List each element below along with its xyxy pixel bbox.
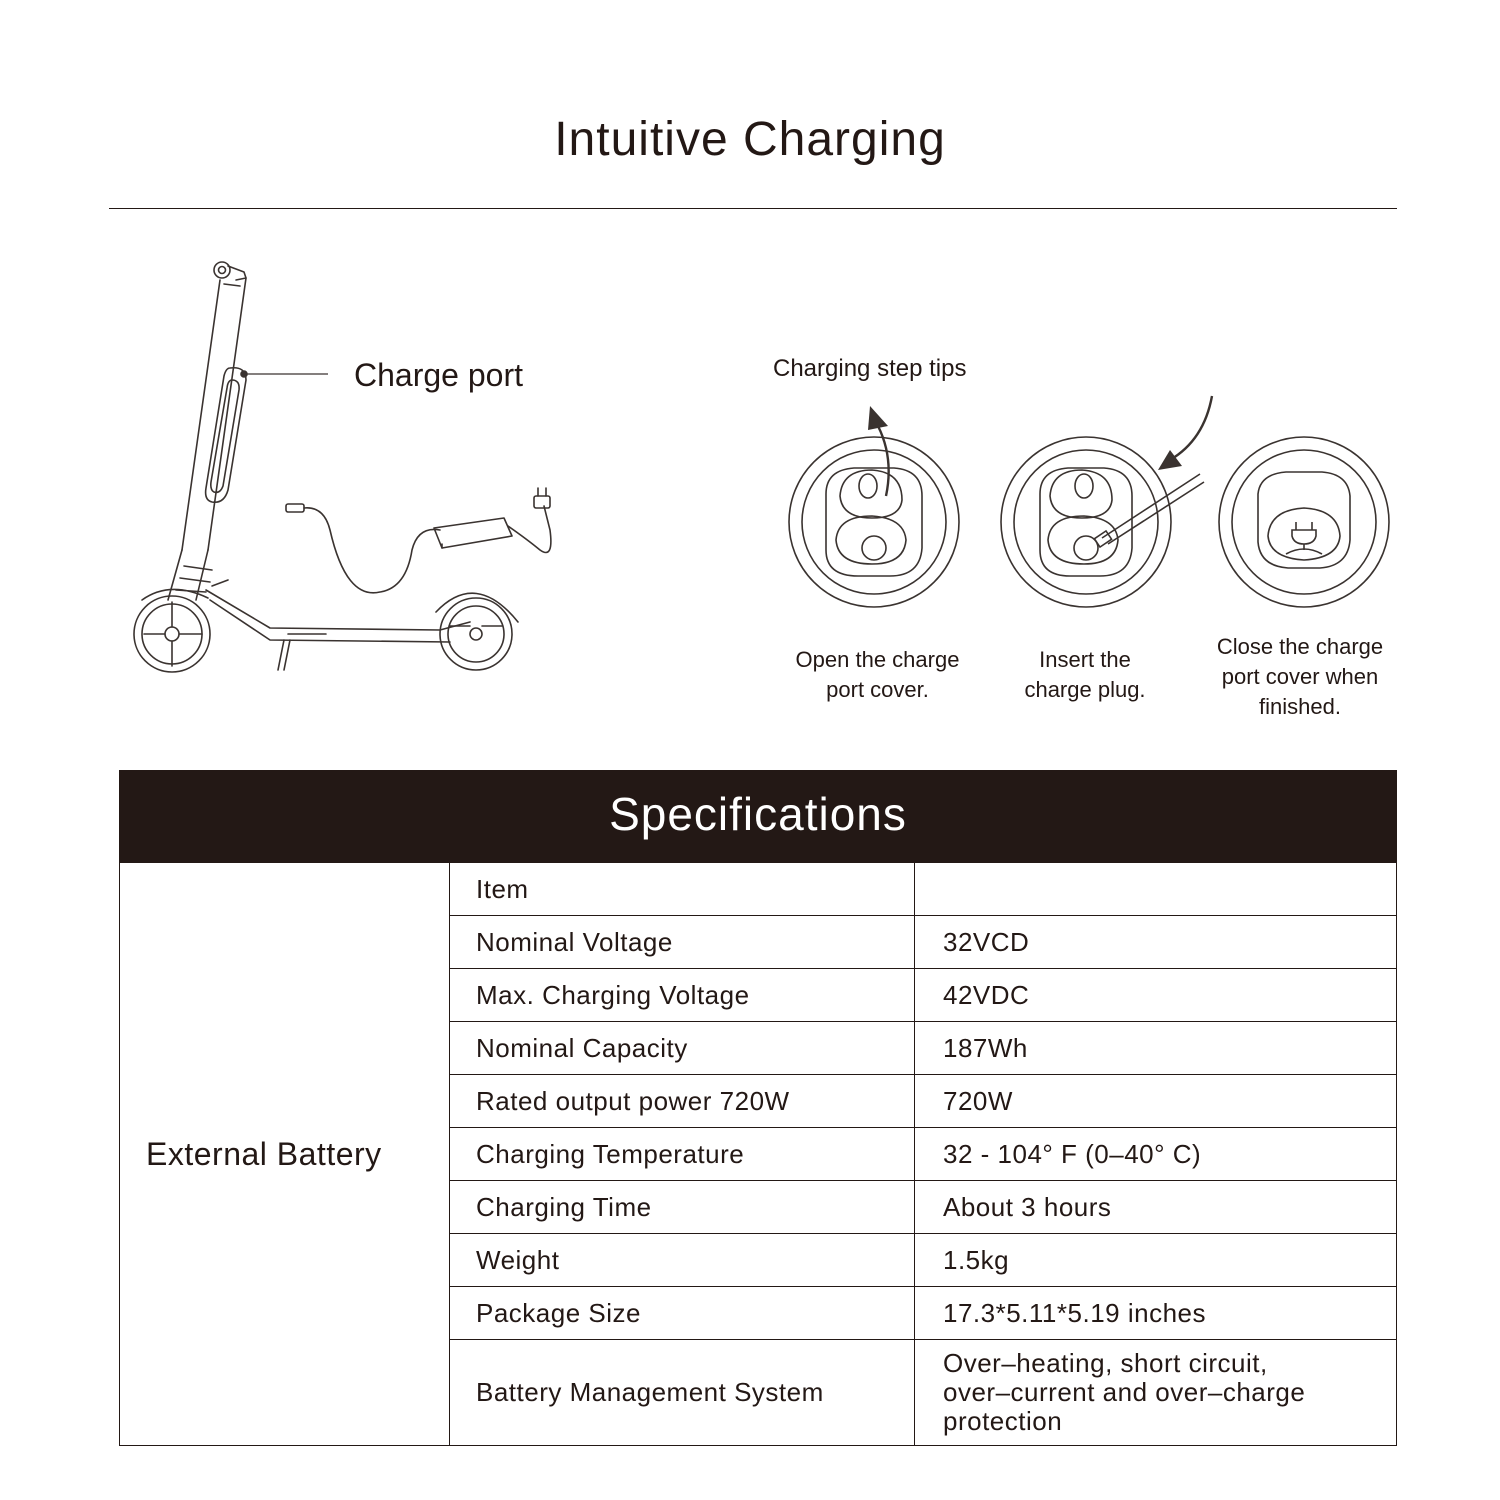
specifications-header: Specifications [119, 770, 1397, 862]
step-caption-insert-line2: charge plug. [1024, 677, 1146, 702]
spec-item: Nominal Voltage [450, 916, 915, 969]
charge-port-label: Charge port [354, 357, 523, 393]
spec-value: 42VDC [915, 969, 1397, 1022]
table-row [120, 863, 1397, 916]
spec-value: 187Wh [915, 1022, 1397, 1075]
step-close-cover-diagram [1216, 432, 1392, 612]
specifications-table [119, 862, 1397, 1446]
spec-item: Weight [450, 1234, 915, 1287]
spec-value: 720W [915, 1075, 1397, 1128]
spec-value-line3: protection [943, 1406, 1063, 1436]
spec-item: Rated output power 720W [450, 1075, 915, 1128]
scooter-illustration [120, 250, 560, 680]
step-caption-close-line3: finished. [1259, 694, 1341, 719]
charging-steps-title: Charging step tips [773, 355, 967, 382]
spec-value-line2: over–current and over–charge [943, 1377, 1306, 1407]
spec-item: Battery Management System [450, 1340, 915, 1446]
step-caption-close-line1: Close the charge [1216, 634, 1384, 659]
spec-value: 32 - 104° F (0–40° C) [915, 1128, 1397, 1181]
spec-value-line1: Over–heating, short circuit, [943, 1348, 1268, 1378]
spec-item: Package Size [450, 1287, 915, 1340]
spec-item: Max. Charging Voltage [450, 969, 915, 1022]
spec-value [915, 1340, 1397, 1446]
step-caption-open [775, 645, 980, 705]
page-title: Intuitive Charging [554, 113, 946, 166]
spec-value [915, 863, 1397, 916]
step-caption-insert [995, 645, 1175, 705]
step-open-cover-diagram [786, 400, 962, 610]
spec-value: 17.3*5.11*5.19 inches [915, 1287, 1397, 1340]
title-divider [109, 208, 1397, 209]
spec-item: Nominal Capacity [450, 1022, 915, 1075]
spec-value: 32VCD [915, 916, 1397, 969]
group-label: External Battery [120, 863, 450, 1446]
spec-item: Item [450, 863, 915, 916]
spec-value: 1.5kg [915, 1234, 1397, 1287]
spec-item: Charging Temperature [450, 1128, 915, 1181]
step-caption-close [1195, 632, 1405, 722]
step-caption-open-line2: port cover. [826, 677, 929, 702]
step-caption-insert-line1: Insert the [1039, 647, 1131, 672]
step-insert-plug-diagram [1000, 392, 1220, 612]
spec-item: Charging Time [450, 1181, 915, 1234]
step-caption-open-line1: Open the charge [795, 647, 960, 672]
spec-value: About 3 hours [915, 1181, 1397, 1234]
step-caption-close-line2: port cover when [1221, 664, 1379, 689]
